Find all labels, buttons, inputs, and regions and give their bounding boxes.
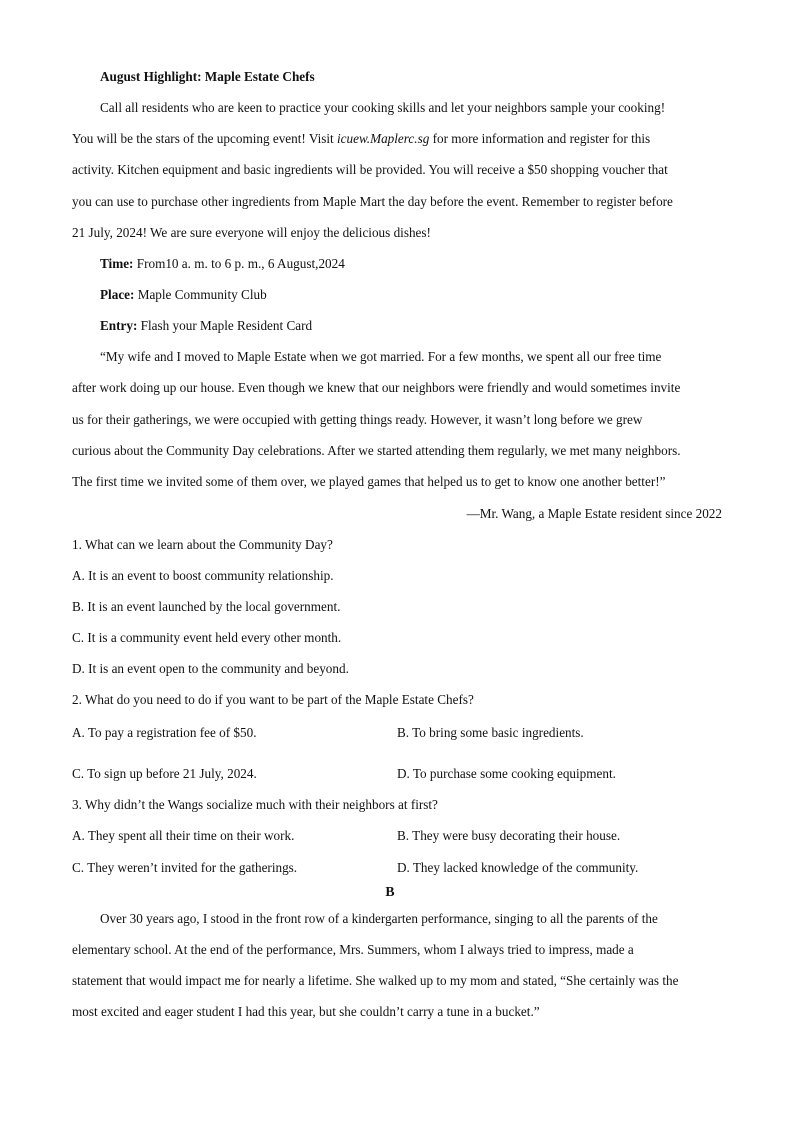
time-value: From10 a. m. to 6 p. m., 6 August,2024 [133,256,345,271]
question-stem: 1. What can we learn about the Community Day? [72,537,333,552]
entry-value: Flash your Maple Resident Card [137,318,313,333]
text-run: You will be the stars of the upcoming event! Visit [72,131,338,146]
text-run: for more information and register for this [429,131,651,146]
answer-option: D. It is an event open to the community and beyond. [72,661,349,676]
place-value: Maple Community Club [134,287,267,302]
section-heading: B [385,885,395,900]
place-label: Place: [100,287,135,302]
passage-line: Over 30 years ago, I stood in the front row of a kindergarten performance, singing to all the parents of the [100,911,658,926]
question-stem: 3. Why didn’t the Wangs socialize much with their neighbors at first? [72,797,438,812]
quote-line: curious about the Community Day celebrations. After we started attending them regularly, we met many neighbors. [72,443,681,458]
entry-label: Entry: [100,318,138,333]
entry-row [100,318,312,334]
place-row [100,287,267,303]
answer-option: D. To purchase some cooking equipment. [397,766,616,781]
highlight-paragraph-line: 21 July, 2024! We are sure everyone will enjoy the delicious dishes! [72,225,431,240]
answer-option: A. It is an event to boost community relationship. [72,568,334,583]
quote-line: “My wife and I moved to Maple Estate when we got married. For a few months, we spent all our free time [100,349,662,364]
highlight-paragraph-line [72,131,650,147]
answer-option: B. To bring some basic ingredients. [397,725,584,740]
highlight-paragraph-line: you can use to purchase other ingredients from Maple Mart the day before the event. Remember to register before [72,194,673,209]
quote-attribution: —Mr. Wang, a Maple Estate resident since 2022 [466,506,722,521]
answer-option: C. To sign up before 21 July, 2024. [72,766,257,781]
answer-option: C. They weren’t invited for the gatherings. [72,860,298,875]
question-stem: 2. What do you need to do if you want to be part of the Maple Estate Chefs? [72,692,474,707]
answer-option: C. It is a community event held every other month. [72,630,342,645]
quote-line: after work doing up our house. Even though we knew that our neighbors were friendly and would sometimes invite [72,380,681,395]
website-address: icuew.Maplerc.sg [337,131,430,146]
quote-line: us for their gatherings, we were occupied with getting things ready. However, it wasn’t long before we grew [72,412,643,427]
time-label: Time: [100,256,134,271]
answer-option: A. To pay a registration fee of $50. [72,725,257,740]
highlight-paragraph-line: Call all residents who are keen to practice your cooking skills and let your neighbors sample your cooking! [100,100,666,115]
answer-option: B. It is an event launched by the local government. [72,599,341,614]
highlight-title: August Highlight: Maple Estate Chefs [100,69,315,84]
passage-line: most excited and eager student I had this year, but she couldn’t carry a tune in a bucket.” [72,1004,540,1019]
quote-line: The first time we invited some of them over, we played games that helped us to get to know one another better!” [72,474,666,489]
answer-option: A. They spent all their time on their work. [72,828,295,843]
time-row [100,256,345,272]
answer-option: D. They lacked knowledge of the community. [397,860,639,875]
passage-line: elementary school. At the end of the performance, Mrs. Summers, whom I always tried to impress, made a [72,942,634,957]
highlight-paragraph-line: activity. Kitchen equipment and basic ingredients will be provided. You will receive a $50 shopping voucher that [72,162,668,177]
passage-line: statement that would impact me for nearly a lifetime. She walked up to my mom and stated, “She certainly was the [72,973,679,988]
answer-option: B. They were busy decorating their house. [397,828,621,843]
